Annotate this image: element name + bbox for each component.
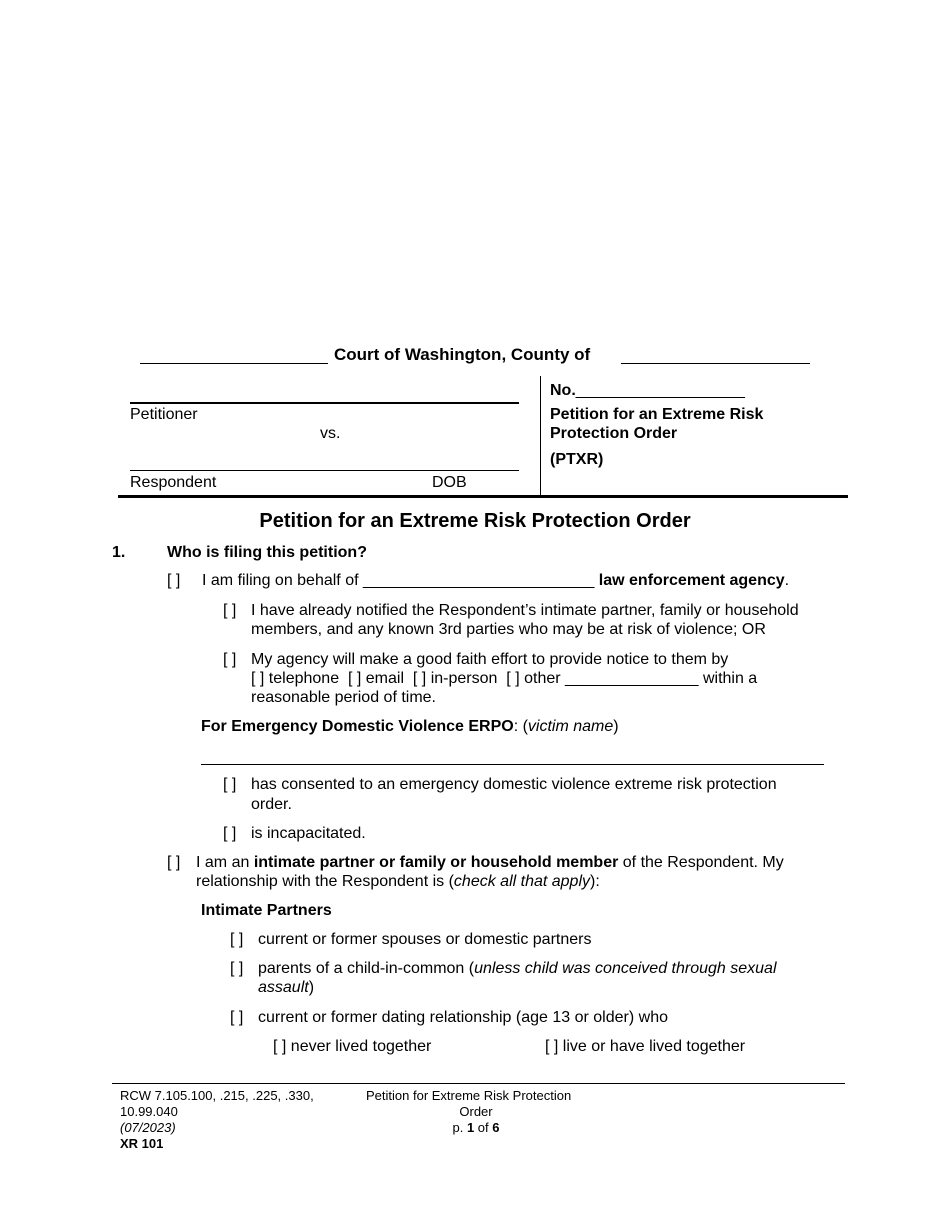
court-title: Court of Washington, County of bbox=[334, 345, 591, 364]
other-label: other bbox=[524, 670, 561, 687]
parents-line2 bbox=[258, 979, 314, 997]
emergency-dv-label bbox=[201, 718, 619, 736]
parents-line1 bbox=[258, 960, 777, 978]
ip-line2-suffix: ): bbox=[590, 873, 600, 890]
checkbox-law-enforcement[interactable]: [ ] bbox=[167, 572, 181, 589]
in-person-label: in-person bbox=[430, 670, 498, 687]
agency-blank[interactable]: __________________________ bbox=[362, 572, 595, 589]
checkbox-email[interactable]: [ ] bbox=[347, 670, 362, 687]
footer-title-line2: Order bbox=[459, 1104, 493, 1119]
section-number: 1. bbox=[112, 544, 126, 561]
reasonable-period: reasonable period of time. bbox=[251, 689, 436, 706]
case-title-line2: Protection Order bbox=[550, 425, 678, 442]
ip-prefix: I am an bbox=[196, 854, 254, 871]
lived-option bbox=[545, 1038, 745, 1056]
emergency-dv-bold: For Emergency Domestic Violence ERPO bbox=[201, 718, 514, 735]
checkbox-spouses[interactable]: [ ] bbox=[230, 931, 244, 948]
notified-line1: I have already notified the Respondent’s intimate partner, family or household bbox=[251, 602, 799, 619]
page-of: of bbox=[474, 1120, 493, 1135]
emergency-dv-close: ) bbox=[613, 718, 619, 735]
parents-prefix: parents of a child-in-common ( bbox=[258, 960, 475, 977]
county-blank-right[interactable] bbox=[621, 363, 810, 364]
consented-line1: has consented to an emergency domestic violence extreme risk protection bbox=[251, 776, 777, 793]
petitioner-label: Petitioner bbox=[130, 406, 198, 423]
checkbox-dating[interactable]: [ ] bbox=[230, 1009, 244, 1026]
ip-suffix: of the Respondent. My bbox=[618, 854, 784, 871]
intimate-partners-heading: Intimate Partners bbox=[201, 902, 332, 919]
page-total: 6 bbox=[492, 1120, 500, 1135]
le-suffix: law enforcement agency bbox=[598, 572, 785, 589]
checkbox-telephone[interactable]: [ ] bbox=[251, 670, 265, 687]
victim-name-line[interactable] bbox=[201, 764, 824, 765]
case-number-blank[interactable]: ___________________ bbox=[575, 382, 745, 399]
emergency-dv-colon: : ( bbox=[513, 718, 528, 735]
document-title: Petition for an Extreme Risk Protection Order bbox=[259, 510, 691, 532]
intimate-family-line2 bbox=[196, 873, 600, 891]
email-label: email bbox=[365, 670, 405, 687]
checkbox-consented[interactable]: [ ] bbox=[223, 776, 237, 793]
spouses-label: current or former spouses or domestic partners bbox=[258, 931, 592, 948]
checkbox-in-person[interactable]: [ ] bbox=[412, 670, 427, 687]
checkbox-parents[interactable]: [ ] bbox=[230, 960, 244, 977]
checkbox-incapacitated[interactable]: [ ] bbox=[223, 825, 237, 842]
page-prefix: p. bbox=[452, 1120, 467, 1135]
dob-label: DOB bbox=[432, 474, 467, 491]
case-number[interactable] bbox=[550, 382, 745, 400]
checkbox-notified[interactable]: [ ] bbox=[223, 602, 237, 619]
notice-options bbox=[251, 670, 757, 688]
checkbox-other[interactable]: [ ] bbox=[506, 670, 520, 687]
footer-page bbox=[366, 1120, 586, 1135]
le-period: . bbox=[784, 572, 790, 589]
within-label: within a bbox=[702, 670, 758, 687]
caption-divider bbox=[540, 376, 541, 496]
caption-bottom-rule bbox=[118, 495, 848, 498]
footer-rule bbox=[112, 1083, 845, 1084]
checkbox-intimate-family[interactable]: [ ] bbox=[167, 854, 181, 871]
respondent-name-line[interactable] bbox=[130, 470, 519, 471]
county-blank-left[interactable] bbox=[140, 363, 328, 364]
parents-italic2: assault bbox=[258, 979, 309, 996]
telephone-label: telephone bbox=[268, 670, 340, 687]
footer-rcw-line1: RCW 7.105.100, .215, .225, .330, bbox=[120, 1088, 314, 1103]
intimate-family-line1 bbox=[196, 854, 784, 872]
consented-line2: order. bbox=[251, 796, 292, 813]
lived-label: live or have lived together bbox=[562, 1038, 746, 1055]
respondent-label: Respondent bbox=[130, 474, 217, 491]
other-blank[interactable]: _______________ bbox=[565, 670, 699, 687]
footer-rcw-line2: 10.99.040 bbox=[120, 1104, 178, 1119]
incapacitated-label: is incapacitated. bbox=[251, 825, 366, 842]
petitioner-name-line[interactable] bbox=[130, 402, 519, 404]
ip-bold: intimate partner or family or household member bbox=[253, 854, 619, 871]
page-number: 1 bbox=[466, 1120, 475, 1135]
footer-date: (07/2023) bbox=[120, 1120, 176, 1135]
checkbox-good-faith[interactable]: [ ] bbox=[223, 651, 237, 668]
case-title-line1: Petition for an Extreme Risk bbox=[550, 406, 764, 423]
parents-italic1: unless child was conceived through sexual bbox=[474, 960, 777, 977]
case-code: (PTXR) bbox=[550, 451, 604, 468]
dating-label: current or former dating relationship (age 13 or older) who bbox=[258, 1009, 668, 1026]
victim-name-hint: victim name bbox=[527, 718, 614, 735]
parents-close: ) bbox=[308, 979, 315, 996]
good-faith-line1: My agency will make a good faith effort to provide notice to them by bbox=[251, 651, 729, 668]
vs-label: vs. bbox=[320, 425, 341, 442]
never-lived-option bbox=[273, 1038, 431, 1056]
checkbox-lived[interactable]: [ ] bbox=[545, 1038, 559, 1055]
notified-line2: members, and any known 3rd parties who may be at risk of violence; OR bbox=[251, 621, 766, 638]
le-prefix: I am filing on behalf of bbox=[202, 572, 363, 589]
footer-title-line1: Petition for Extreme Risk Protection bbox=[366, 1088, 572, 1103]
case-number-label: No. bbox=[550, 382, 576, 399]
checkbox-never-lived[interactable]: [ ] bbox=[273, 1038, 287, 1055]
section-heading: Who is filing this petition? bbox=[167, 544, 367, 561]
law-enforcement-line bbox=[202, 572, 789, 590]
footer-form-number: XR 101 bbox=[120, 1136, 164, 1151]
ip-line2-prefix: relationship with the Respondent is ( bbox=[196, 873, 454, 890]
never-lived-label: never lived together bbox=[290, 1038, 432, 1055]
ip-line2-italic: check all that apply bbox=[453, 873, 590, 890]
